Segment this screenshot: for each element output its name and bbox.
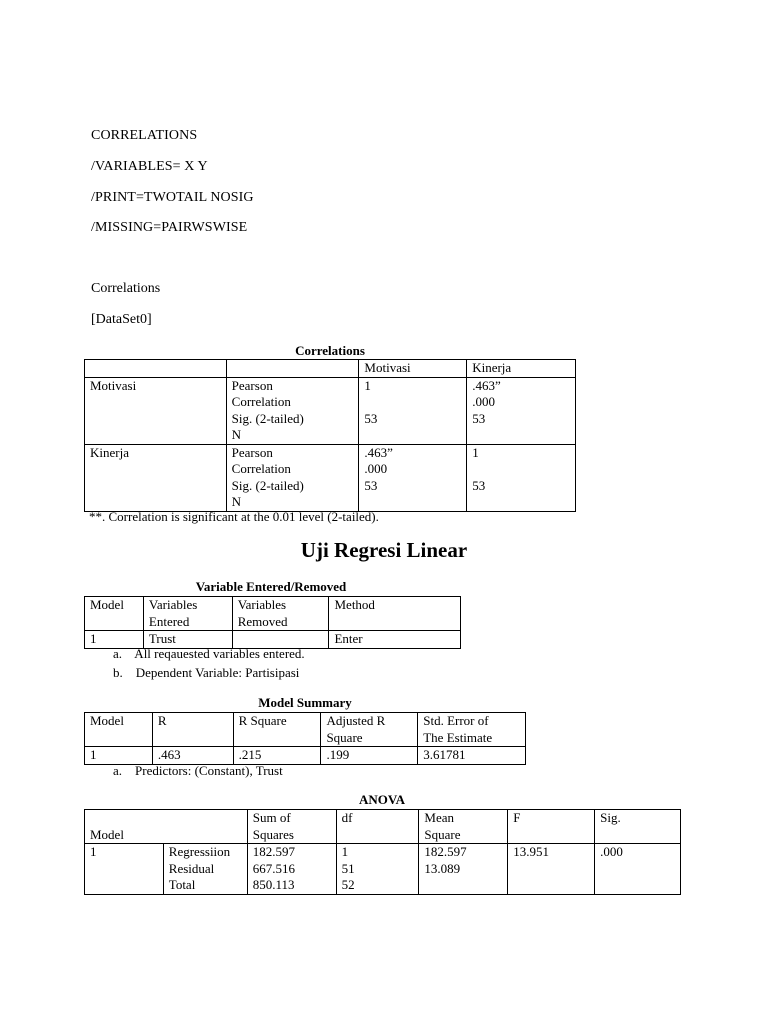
f-value: 13.951 (508, 844, 595, 895)
variables-entered-title: Variable Entered/Removed (195, 579, 347, 594)
df-values: 1 51 52 (336, 844, 419, 895)
anova-table (84, 809, 681, 895)
model-summary-title: Model Summary (258, 695, 352, 710)
stat-values: 1 53 (467, 444, 576, 511)
table-cell (85, 360, 227, 378)
table-cell: 1 (85, 631, 144, 649)
output-heading: Correlations (91, 281, 161, 296)
table-cell: .199 (321, 747, 418, 765)
table-header: Sum of Squares (247, 810, 336, 844)
table-row (85, 360, 576, 378)
table-header: Model (85, 597, 144, 631)
table-row (85, 844, 681, 895)
variables-entered-table (84, 596, 461, 649)
sig-value: .000 (595, 844, 681, 895)
stat-values: 1 53 (359, 377, 467, 444)
model-summary-note: a. Predictors: (Constant), Trust (113, 763, 283, 778)
table-header: Variables Entered (143, 597, 232, 631)
table-header: Adjusted R Square (321, 713, 418, 747)
table-cell (226, 360, 359, 378)
table-header: Mean Square (419, 810, 508, 844)
table-cell: Trust (143, 631, 232, 649)
table-row (85, 713, 526, 747)
table-header: Variables Removed (232, 597, 329, 631)
table-cell: 3.61781 (418, 747, 526, 765)
row-labels: Regressiion Residual Total (163, 844, 247, 895)
sum-of-squares: 182.597 667.516 850.113 (247, 844, 336, 895)
section-title: Uji Regresi Linear (300, 538, 468, 562)
stat-labels: Pearson Correlation Sig. (2-tailed) N (226, 444, 359, 511)
table-header: Std. Error of The Estimate (418, 713, 526, 747)
table-header: Model (85, 713, 153, 747)
model-summary-table (84, 712, 526, 765)
variables-note-b: b. Dependent Variable: Partisipasi (113, 665, 300, 680)
table-header: F (508, 810, 595, 844)
anova-title: ANOVA (359, 792, 405, 807)
correlations-title: Correlations (295, 343, 365, 358)
variables-note-a: a. All reqauested variables entered. (113, 646, 305, 661)
stat-labels: Pearson Correlation Sig. (2-tailed) N (226, 377, 359, 444)
table-row (85, 444, 576, 511)
table-cell: Motivasi (359, 360, 467, 378)
table-header: Method (329, 597, 461, 631)
table-cell: Enter (329, 631, 461, 649)
syntax-line-1: CORRELATIONS (91, 128, 198, 143)
table-cell: 1 (85, 747, 153, 765)
table-cell: .463 (152, 747, 233, 765)
syntax-line-2: /VARIABLES= X Y (91, 159, 208, 174)
table-header: R Square (233, 713, 321, 747)
table-cell: .215 (233, 747, 321, 765)
table-header: R (152, 713, 233, 747)
table-cell: Kinerja (467, 360, 576, 378)
table-row (85, 810, 681, 844)
table-row (85, 377, 576, 444)
table-header: Model (85, 810, 248, 844)
correlations-table (84, 359, 576, 512)
mean-square: 182.597 13.089 (419, 844, 508, 895)
table-header: df (336, 810, 419, 844)
table-header: Sig. (595, 810, 681, 844)
stat-values: .463” .000 53 (359, 444, 467, 511)
table-row (85, 747, 526, 765)
table-cell: 1 (85, 844, 164, 895)
row-variable: Motivasi (85, 377, 227, 444)
row-variable: Kinerja (85, 444, 227, 511)
syntax-line-3: /PRINT=TWOTAIL NOSIG (91, 190, 254, 205)
dataset-label: [DataSet0] (91, 312, 152, 327)
syntax-line-4: /MISSING=PAIRWSWISE (91, 220, 248, 235)
stat-values: .463” .000 53 (467, 377, 576, 444)
correlations-footnote: **. Correlation is significant at the 0.01 level (2-tailed). (89, 509, 379, 524)
table-row (85, 597, 461, 631)
